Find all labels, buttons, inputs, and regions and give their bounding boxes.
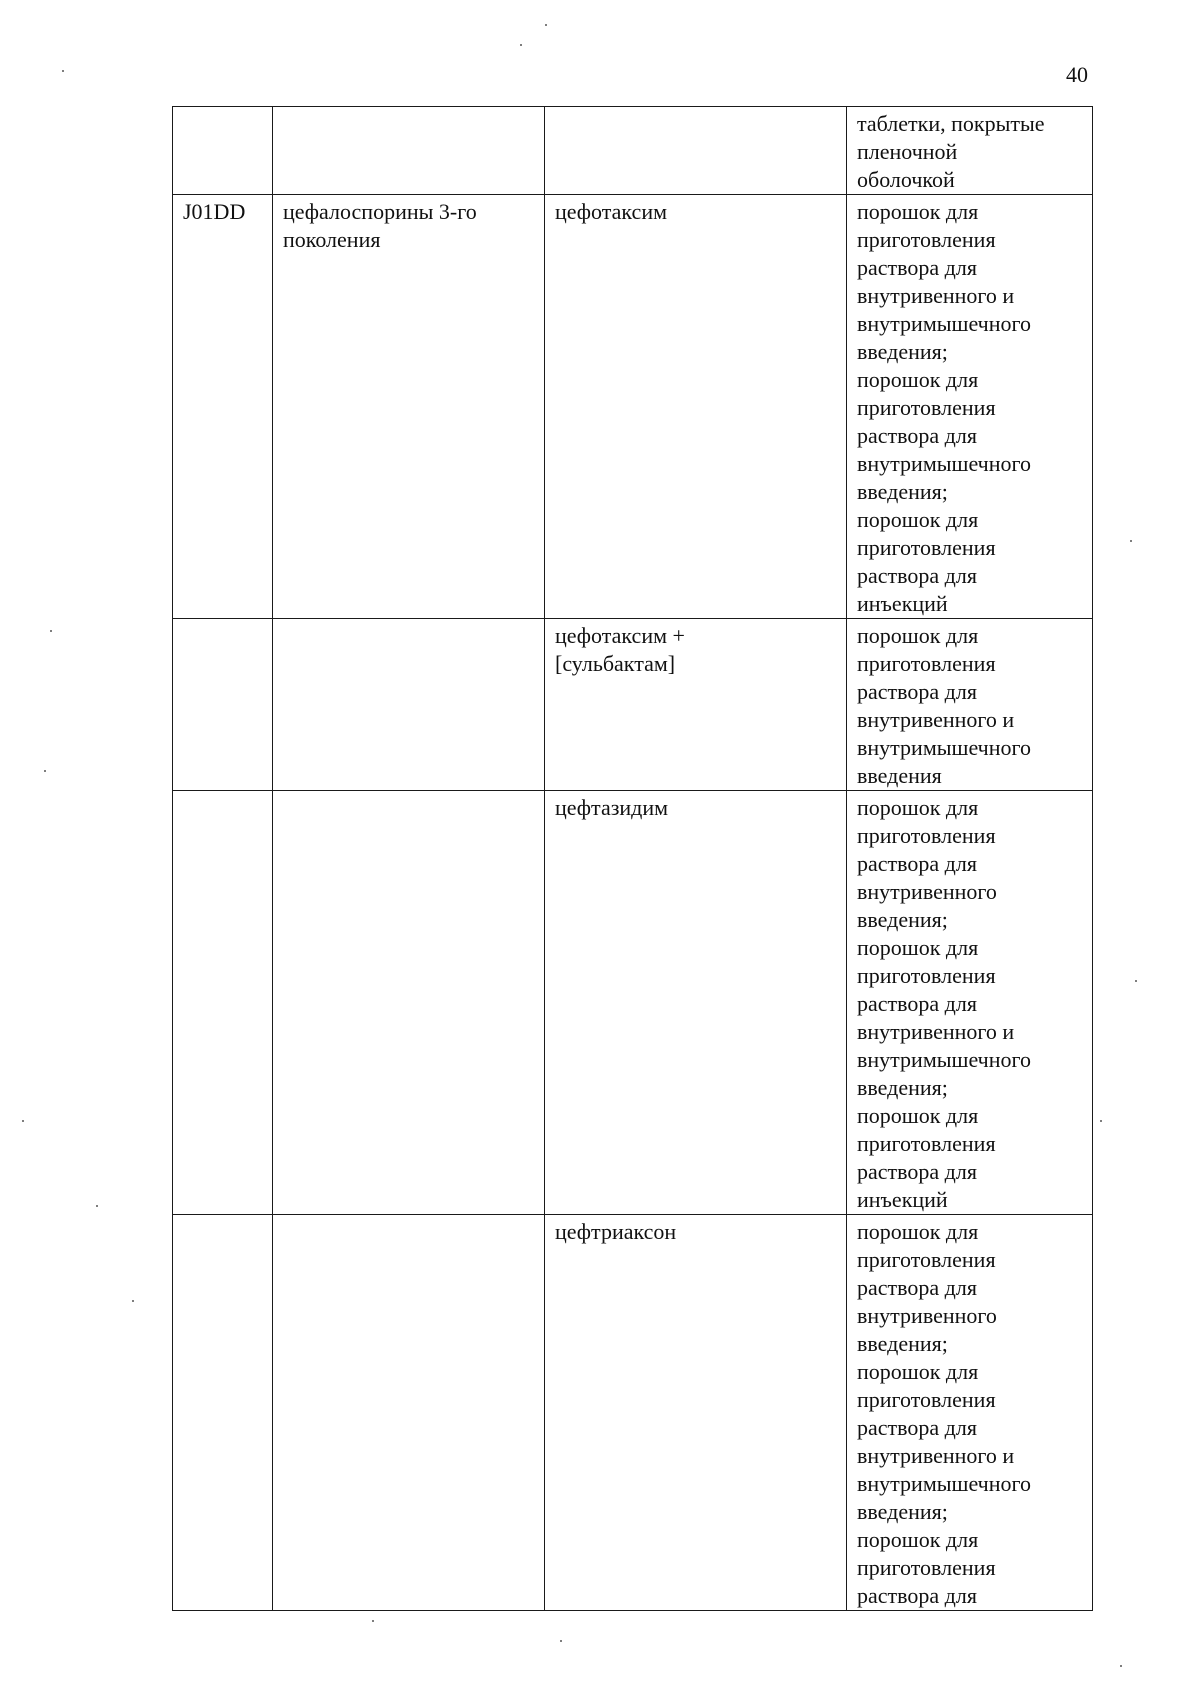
table-row [173, 195, 1093, 619]
cell-text-line: раствора для [857, 679, 977, 704]
cell-text-line: цефтазидим [555, 795, 669, 820]
atc-code-cell [173, 1215, 273, 1611]
dosage-form-cell [847, 1215, 1093, 1611]
cell-text-line: раствора для [857, 1159, 977, 1184]
cell-text-line: внутримышечного [857, 451, 1031, 476]
cell-text-line: пленочной [857, 139, 958, 164]
cell-text-line: цефалоспорины 3-го [283, 199, 477, 224]
cell-text-line: приготовления [857, 651, 996, 676]
cell-text-line: порошок для [857, 367, 979, 392]
group-cell [273, 107, 545, 195]
cell-text-line: внутривенного и [857, 1019, 1015, 1044]
atc-code-cell: J01DD [173, 195, 273, 619]
cell-text-line: инъекций [857, 591, 948, 616]
scan-speck [22, 1120, 24, 1122]
cell-text-line: приготовления [857, 963, 996, 988]
drug-table [172, 106, 1093, 1611]
scan-speck [1100, 1120, 1102, 1122]
table-row [173, 107, 1093, 195]
cell-text-line: цефотаксим [555, 199, 668, 224]
cell-text-line: приготовления [857, 395, 996, 420]
atc-code-cell [173, 107, 273, 195]
cell-text-line: внутривенного и [857, 283, 1015, 308]
cell-text-line: раствора для [857, 1415, 977, 1440]
cell-text-line: раствора для [857, 991, 977, 1016]
cell-text-line: внутримышечного [857, 1047, 1031, 1072]
cell-text-line: внутривенного [857, 1303, 997, 1328]
cell-text-line: раствора для [857, 423, 977, 448]
cell-text-line: раствора для [857, 255, 977, 280]
drug-name-cell [545, 195, 847, 619]
table-row [173, 1215, 1093, 1611]
cell-text-line: внутривенного и [857, 707, 1015, 732]
cell-text-line: приготовления [857, 823, 996, 848]
group-cell [273, 791, 545, 1215]
cell-text-line: порошок для [857, 1103, 979, 1128]
group-cell [273, 1215, 545, 1611]
scan-speck [1130, 540, 1132, 542]
cell-text-line: приготовления [857, 1247, 996, 1272]
cell-text-line: порошок для [857, 935, 979, 960]
cell-text-line: введения; [857, 1331, 948, 1356]
atc-code-cell [173, 619, 273, 791]
drug-name-cell [545, 107, 847, 195]
scan-speck [132, 1300, 134, 1302]
cell-text-line: приготовления [857, 1555, 996, 1580]
scan-speck [50, 630, 52, 632]
scan-speck [44, 770, 46, 772]
cell-text-line: внутривенного и [857, 1443, 1015, 1468]
scan-speck [96, 1205, 98, 1207]
cell-text-line: введения; [857, 907, 948, 932]
cell-text-line: приготовления [857, 227, 996, 252]
cell-text-line: порошок для [857, 1219, 979, 1244]
cell-text-line: инъекций [857, 1187, 948, 1212]
cell-text-line: введения; [857, 1075, 948, 1100]
cell-text-line: внутримышечного [857, 311, 1031, 336]
cell-text-line: порошок для [857, 795, 979, 820]
drug-name-cell [545, 1215, 847, 1611]
cell-text-line: раствора для [857, 1583, 977, 1608]
cell-text-line: введения [857, 763, 942, 788]
table-row [173, 791, 1093, 1215]
scan-speck [62, 70, 64, 72]
cell-text-line: таблетки, покрытые [857, 111, 1045, 136]
cell-text-line: оболочкой [857, 167, 955, 192]
dosage-form-cell [847, 195, 1093, 619]
drug-name-cell [545, 791, 847, 1215]
table-body [173, 107, 1093, 1611]
scan-speck [520, 44, 522, 46]
scan-speck [372, 1620, 374, 1622]
cell-text-line: введения; [857, 1499, 948, 1524]
cell-text-line: раствора для [857, 1275, 977, 1300]
atc-code-cell [173, 791, 273, 1215]
scan-speck [1135, 980, 1137, 982]
dosage-form-cell [847, 107, 1093, 195]
page-number: 40 [1066, 62, 1088, 87]
drug-name-cell [545, 619, 847, 791]
cell-text-line: введения; [857, 339, 948, 364]
cell-text-line: цефтриаксон [555, 1219, 677, 1244]
cell-text-line: внутримышечного [857, 735, 1031, 760]
table-row [173, 619, 1093, 791]
cell-text-line: приготовления [857, 1131, 996, 1156]
cell-text-line: введения; [857, 479, 948, 504]
cell-text-line: порошок для [857, 1359, 979, 1384]
cell-text-line: раствора для [857, 851, 977, 876]
group-cell [273, 619, 545, 791]
cell-text-line: порошок для [857, 199, 979, 224]
scan-speck [1120, 1665, 1122, 1667]
group-cell [273, 195, 545, 619]
scan-speck [545, 24, 547, 26]
cell-text-line: цефотаксим + [555, 623, 685, 648]
scan-speck [560, 1640, 562, 1642]
cell-text-line: порошок для [857, 623, 979, 648]
cell-text-line: внутримышечного [857, 1471, 1031, 1496]
cell-text-line: раствора для [857, 563, 977, 588]
cell-text-line: приготовления [857, 1387, 996, 1412]
dosage-form-cell [847, 791, 1093, 1215]
cell-text-line: внутривенного [857, 879, 997, 904]
dosage-form-cell [847, 619, 1093, 791]
cell-text-line: приготовления [857, 535, 996, 560]
cell-text-line: порошок для [857, 1527, 979, 1552]
cell-text-line: поколения [283, 227, 381, 252]
cell-text-line: [сульбактам] [555, 651, 676, 676]
cell-text-line: порошок для [857, 507, 979, 532]
